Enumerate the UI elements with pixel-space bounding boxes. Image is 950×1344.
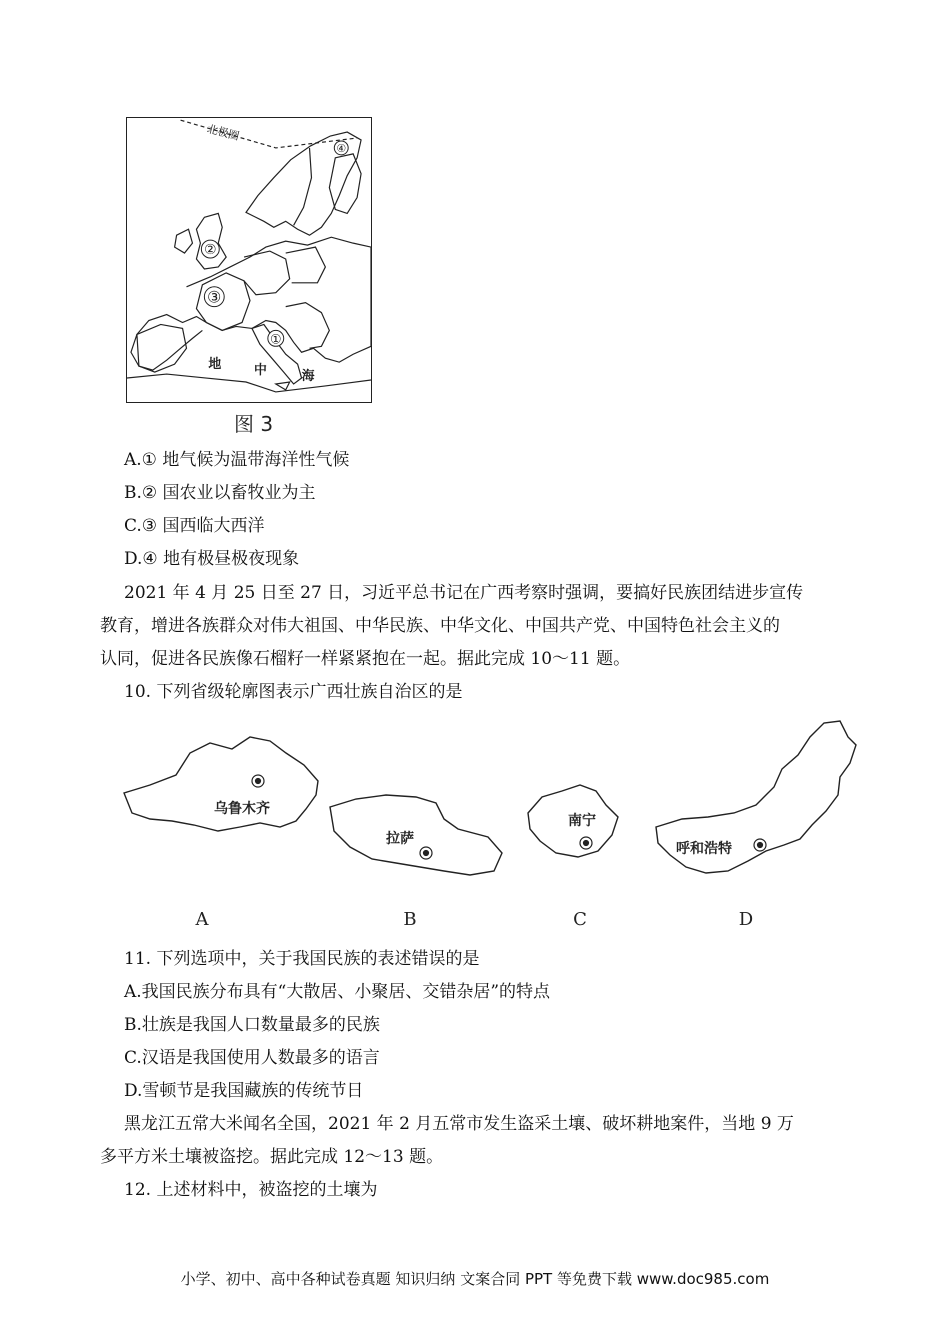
continent-outline [131,237,371,373]
ireland-outline [175,229,193,253]
marker-3: ③ [207,287,222,307]
intro-12-13-line-1: 黑龙江五常大米闻名全国，2021 年 2 月五常市发生盗采土壤、破坏耕地案件，当地 9 万 [124,1114,794,1134]
arctic-circle-label: 北极圈 [205,122,241,143]
city-hohhot: 呼和浩特 [676,841,732,857]
city-nanning: 南宁 [568,813,596,829]
q11-option-c: C.汉语是我国使用人数最多的语言 [124,1048,380,1068]
germany-border [244,251,290,295]
q11-option-d: D.雪顿节是我国藏族的传统节日 [124,1081,364,1101]
north-africa-coast [127,374,371,392]
question-10: 10. 下列省级轮廓图表示广西壮族自治区的是 [124,682,463,702]
intro-10-11-line-1: 2021 年 4 月 25 日至 27 日，习近平总书记在广西考察时强调，要搞好民族团结进步宣传 [124,583,804,603]
europe-map-figure [126,117,372,403]
sea-label-hai: 海 [301,369,315,385]
city-lhasa: 拉萨 [386,831,414,847]
iberia-outline [137,324,187,372]
question-12: 12. 上述材料中，被盗挖的土壤为 [124,1180,378,1200]
marker-2: ② [204,242,217,259]
city-urumqi: 乌鲁木齐 [214,801,270,817]
sea-label-di: 地 [208,357,222,373]
q9-option-a: A.① 地气候为温带海洋性气候 [124,450,350,470]
q9-option-d: D.④ 地有极昼极夜现象 [124,549,300,569]
sea-label-zhong: 中 [253,363,267,379]
q11-option-b: B.壮族是我国人口数量最多的民族 [124,1015,380,1035]
marker-4: ④ [336,141,347,155]
figure-caption: 图 3 [234,412,274,436]
option-letter-a: A [195,909,209,930]
intro-10-11-line-2: 教育，增进各族群众对伟大祖国、中华民族、中华文化、中国共产党、中国特色社会主义的 [100,616,780,636]
intro-12-13-line-2: 多平方米土壤被盗挖。据此完成 12～13 题。 [100,1147,444,1167]
option-letter-c: C [573,909,587,930]
page-footer: 小学、初中、高中各种试卷真题 知识归纳 文案合同 PPT 等免费下载 www.doc985.com [180,1270,770,1288]
tibet-outline [330,795,502,875]
option-letter-d: D [738,909,754,930]
question-11: 11. 下列选项中，关于我国民族的表述错误的是 [124,949,480,969]
sicily-outline [276,382,290,390]
province-outlines-figure [110,715,870,940]
option-letter-b: B [403,909,417,930]
intro-10-11-line-3: 认同，促进各民族像石榴籽一样紧紧抱在一起。据此完成 10～11 题。 [100,649,631,669]
finland-outline [329,154,361,214]
marker-1: ① [270,332,282,348]
poland-border [286,247,326,283]
q9-option-b: B.② 国农业以畜牧业为主 [124,483,316,503]
q11-option-a: A.我国民族分布具有“大散居、小聚居、交错杂居”的特点 [124,982,551,1002]
balkans-border [286,303,330,349]
sweden-border [294,148,312,225]
q9-option-c: C.③ 国西临大西洋 [124,516,265,536]
